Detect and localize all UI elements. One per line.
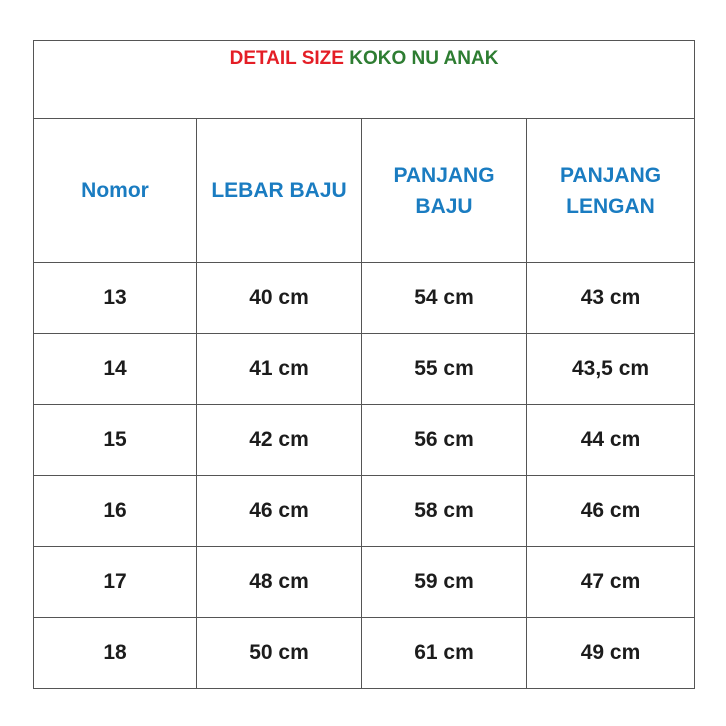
table-row xyxy=(34,547,695,618)
cell-panjang-lengan: 47 cm xyxy=(527,547,695,618)
cell-panjang-baju: 61 cm xyxy=(362,618,527,689)
cell-lebar-baju: 40 cm xyxy=(197,263,362,334)
cell-lebar-baju: 50 cm xyxy=(197,618,362,689)
header-row xyxy=(34,119,695,263)
table-row xyxy=(34,405,695,476)
header-nomor xyxy=(34,119,197,263)
cell-lebar-baju: 41 cm xyxy=(197,334,362,405)
cell-nomor: 13 xyxy=(34,263,197,334)
cell-panjang-lengan: 46 cm xyxy=(527,476,695,547)
table-row xyxy=(34,263,695,334)
cell-panjang-lengan: 43 cm xyxy=(527,263,695,334)
cell-nomor: 15 xyxy=(34,405,197,476)
table-title xyxy=(34,41,695,119)
header-lebar-baju xyxy=(197,119,362,263)
cell-nomor: 18 xyxy=(34,618,197,689)
table-row xyxy=(34,618,695,689)
cell-panjang-lengan: 44 cm xyxy=(527,405,695,476)
header-panjang-lengan xyxy=(527,119,695,263)
cell-lebar-baju: 46 cm xyxy=(197,476,362,547)
cell-nomor: 14 xyxy=(34,334,197,405)
cell-panjang-baju: 54 cm xyxy=(362,263,527,334)
table-row xyxy=(34,334,695,405)
header-line: PANJANG xyxy=(393,163,495,187)
cell-lebar-baju: 42 cm xyxy=(197,405,362,476)
cell-panjang-lengan: 43,5 cm xyxy=(527,334,695,405)
cell-panjang-baju: 56 cm xyxy=(362,405,527,476)
header-line: LEBAR BAJU xyxy=(211,179,347,202)
cell-panjang-lengan: 49 cm xyxy=(527,618,695,689)
table-row xyxy=(34,476,695,547)
cell-panjang-baju: 59 cm xyxy=(362,547,527,618)
header-panjang-baju xyxy=(362,119,527,263)
cell-panjang-baju: 55 cm xyxy=(362,334,527,405)
title-part-green: KOKO NU ANAK xyxy=(349,48,499,69)
header-line: LENGAN xyxy=(566,194,655,218)
header-line: Nomor xyxy=(81,179,149,202)
title-part-red: DETAIL SIZE xyxy=(229,48,344,69)
cell-nomor: 16 xyxy=(34,476,197,547)
cell-lebar-baju: 48 cm xyxy=(197,547,362,618)
cell-nomor: 17 xyxy=(34,547,197,618)
header-line: PANJANG xyxy=(559,163,662,187)
size-chart-table xyxy=(33,40,695,689)
header-line: BAJU xyxy=(415,194,473,218)
cell-panjang-baju: 58 cm xyxy=(362,476,527,547)
